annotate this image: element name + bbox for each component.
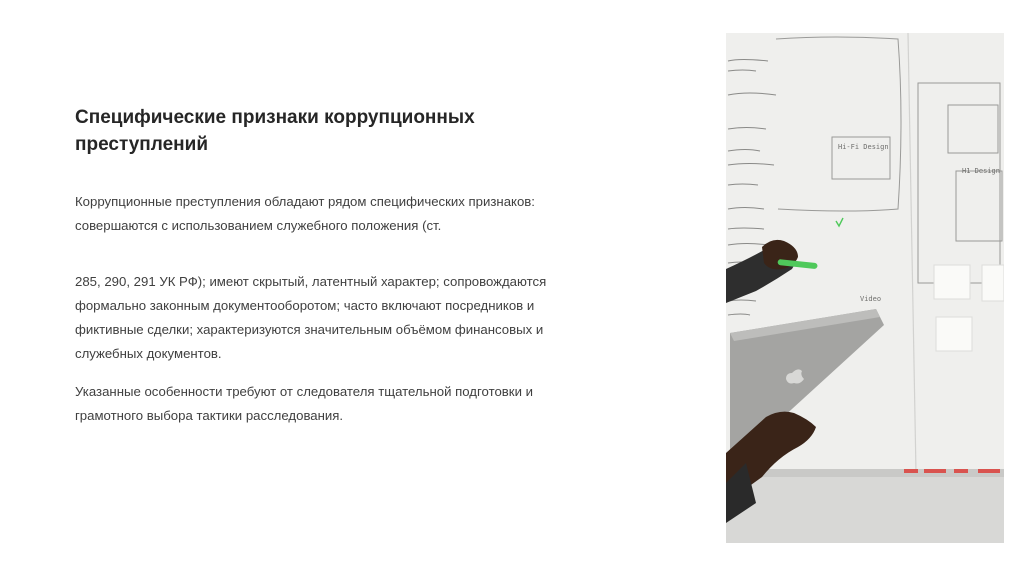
note-hifi-design: Hi-Fi Design — [838, 143, 889, 151]
note-h1-design: H1 Design — [962, 167, 1000, 175]
sticky-note — [936, 317, 972, 351]
sticky-note — [934, 265, 970, 299]
whiteboard-photo-drawing — [726, 33, 1004, 543]
note-video: Video — [860, 295, 882, 303]
whiteboard-photo — [726, 33, 1004, 543]
paragraph-1: Коррупционные преступления обладают рядом специфических признаков: совершаются с использованием служебного положения (ст. — [75, 194, 535, 233]
lower-wall — [726, 477, 1004, 543]
sticky-note — [982, 265, 1004, 301]
red-marker — [954, 469, 968, 473]
red-marker — [904, 469, 918, 473]
red-marker — [978, 469, 1000, 473]
paragraph-2: 285, 290, 291 УК РФ); имеют скрытый, латентный характер; сопровождаются формально законным документооборотом; часто включают посредников и фиктивные сделки; характеризуются значительным объёмом финансовых и служебных документов. — [75, 274, 547, 361]
paragraph-3: Указанные особенности требуют от следователя тщательной подготовки и грамотного выбора тактики расследования. — [75, 384, 533, 423]
slide-title: Специфические признаки коррупционных преступлений — [75, 107, 475, 155]
red-marker — [924, 469, 946, 473]
